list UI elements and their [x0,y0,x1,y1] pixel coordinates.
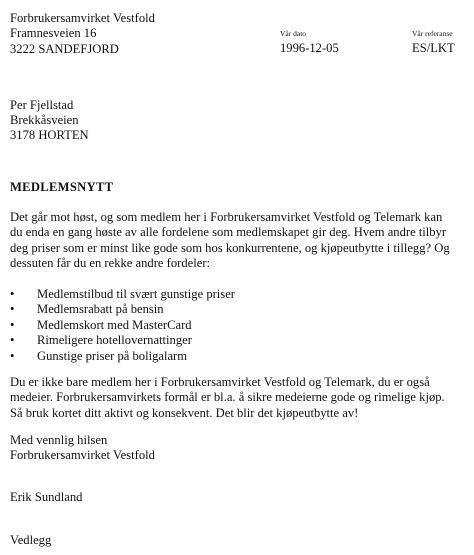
member-line: Du er ikke bare medlem her i Forbrukersamvirket Vestfold og Telemark, du er også [10,375,430,389]
list-item: • Gunstige priser på boligalarm [10,348,188,363]
date-label: Vår dato [280,29,307,38]
closing-greeting: Med vennlig hilsen [10,433,108,447]
intro-line: Det går mot høst, og som medlem her i Forbrukersamvirket Vestfold og Telemark kan [10,210,443,224]
list-item: • Medlemsrabatt på bensin [10,302,164,317]
attachment-note: Vedlegg [10,533,52,547]
bullet-icon: • [10,348,15,363]
intro-line: du enda en gang høste av alle fordelene som medlemskapet gir deg. Hvem andre tilbyr [10,225,447,240]
member-line: Så bruk kortet ditt aktivt og konsekvent. Det blir det kjøpeutbytte av! [10,405,359,420]
subject-heading: MEDLEMSNYTT [10,180,114,194]
list-item: • Rimeligere hotellovernattinger [10,333,192,348]
bullet-icon: • [10,287,15,301]
recipient-street: Brekkåsveien [10,113,79,127]
bullet-icon: • [10,302,15,317]
intro-line: dessuten får du en rekke andre fordeler: [10,256,211,271]
sender-street: Framnesveien 16 [10,26,97,40]
intro-line: deg priser som er minst like gode som hos konkurrentene, og kjøpeutbytte i tillegg? Og [10,240,450,255]
recipient-postal: 3178 HORTEN [10,128,89,142]
date-value: 1996-12-05 [280,41,339,55]
signer-name: Erik Sundland [10,490,83,504]
closing-organization: Forbrukersamvirket Vestfold [10,448,155,462]
reference-value: ES/LKT [412,41,455,55]
member-line: medeier. Forbrukersamvirkets formål er bl.a. å sikre medeierne gode og rimelige kjøp. [10,390,445,405]
benefits-list [10,287,235,364]
sender-postal: 3222 SANDEFJORD [10,42,119,56]
bullet-icon: • [10,333,15,348]
list-item: • Medlemstilbud til svært gunstige priser [10,287,235,301]
member-paragraph [10,375,470,421]
reference-label: Vår referanse [412,29,453,38]
list-item: • Medlemskort med MasterCard [10,317,192,332]
recipient-name: Per Fjellstad [10,98,74,112]
intro-paragraph [10,210,470,272]
sender-name: Forbrukersamvirket Vestfold [10,11,155,25]
bullet-icon: • [10,317,15,332]
